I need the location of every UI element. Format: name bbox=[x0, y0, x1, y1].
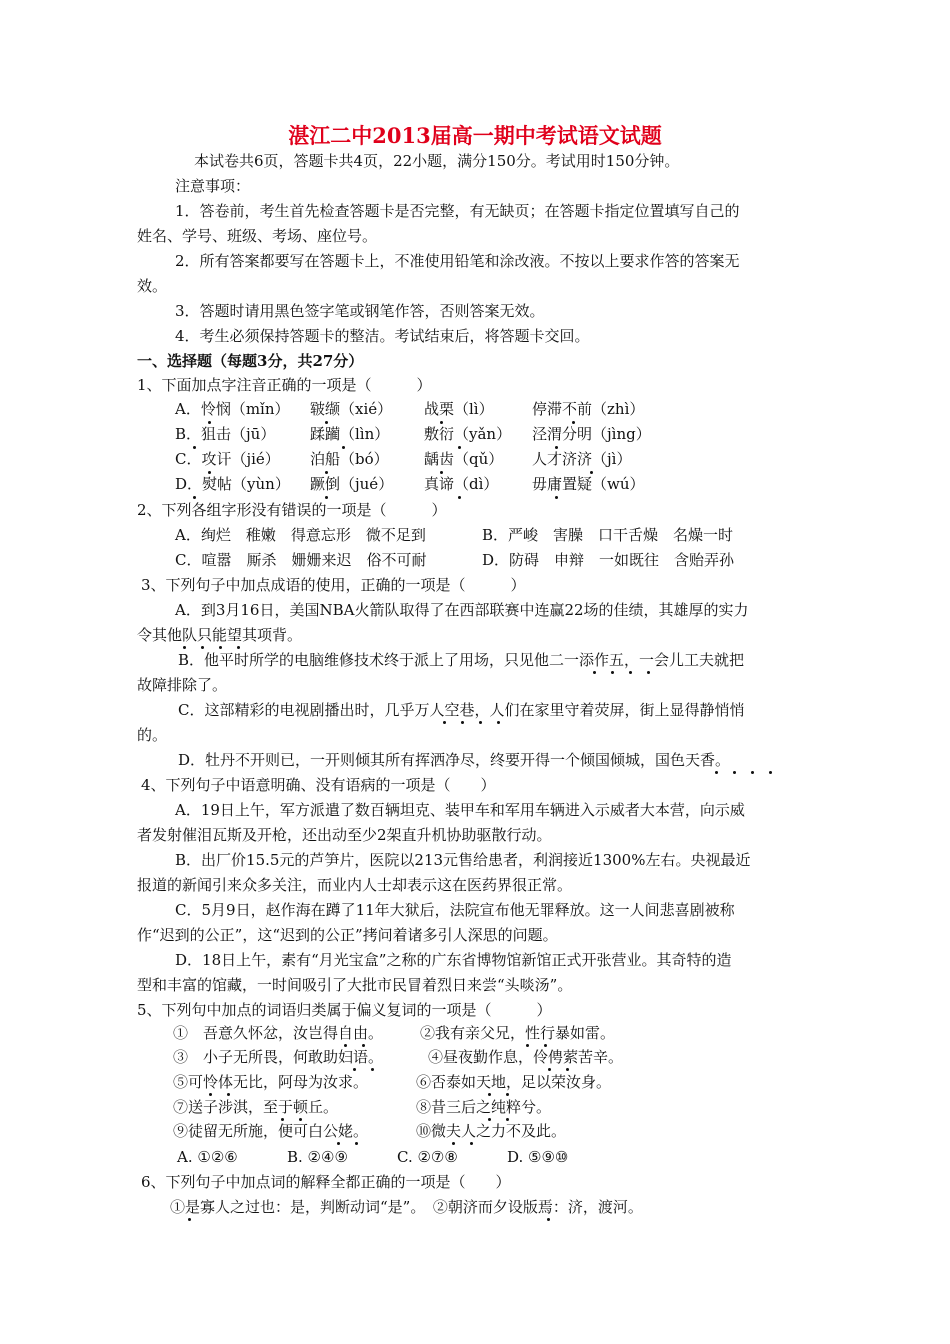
question-2-row-2 bbox=[175, 549, 734, 571]
question-2-stem: 2、下列各组字形没有错误的一项是（ ） bbox=[137, 501, 447, 519]
question-2-row-1 bbox=[175, 524, 733, 546]
emphasis-dot bbox=[237, 646, 240, 649]
emphasis-dot bbox=[193, 446, 196, 449]
option-text: 停滞不前（zhì） bbox=[532, 400, 645, 418]
emphasis-dot bbox=[452, 1142, 455, 1145]
question-4-option-d-line-2: 型和丰富的馆藏，一时间吸引了大批市民冒着烈日来尝“头啖汤”。 bbox=[137, 976, 573, 994]
option-text: 蹂躏（lìn） bbox=[310, 425, 390, 443]
question-1-row-b bbox=[175, 423, 651, 445]
page-title: 湛江二中2013届高一期中考试语文试题 bbox=[288, 123, 662, 148]
question-4-option-c-line-2: 作“迟到的公正”，这“迟到的公正”拷问着诸多引人深思的问题。 bbox=[137, 926, 558, 944]
emphasis-dot bbox=[751, 771, 754, 774]
question-1-row-d bbox=[175, 473, 645, 495]
option-text: ③ 小子无所畏，何敢助妇语。 bbox=[173, 1048, 384, 1066]
choice-b: B. ②④⑨ bbox=[287, 1148, 348, 1166]
emphasis-dot bbox=[544, 1044, 547, 1047]
question-4-option-d-line-1: D．18日上午，素有“月光宝盒”之称的广东省博物馆新馆正式开张营业。其奇特的造 bbox=[175, 951, 732, 969]
option-text: 人才济济（jì） bbox=[532, 450, 632, 468]
option-text: ④昼夜勤作息，伶俜萦苦辛。 bbox=[428, 1048, 624, 1066]
emphasis-dot bbox=[440, 471, 443, 474]
intro-text: 本试卷共6页，答题卡共4页，22小题，满分150分。考试用时150分钟。 bbox=[194, 152, 680, 170]
emphasis-dot bbox=[572, 421, 575, 424]
option-text: ②我有亲父兄，性行暴如雷。 bbox=[420, 1024, 616, 1042]
emphasis-dot bbox=[506, 1118, 509, 1121]
notice-2-line-1: 2．所有答案都要写在答题卡上，不准使用铅笔和涂改液。不按以上要求作答的答案无 bbox=[175, 252, 740, 270]
emphasis-dot bbox=[555, 446, 558, 449]
option-text: 蹶倒（jué） bbox=[310, 475, 394, 493]
emphasis-dot bbox=[362, 1044, 365, 1047]
notice-3: 3．答题时请用黑色签字笔或钢笔作答，否则答案无效。 bbox=[175, 302, 545, 320]
choice-d: D. ⑤⑨⑩ bbox=[507, 1148, 569, 1166]
emphasis-dot bbox=[188, 1218, 191, 1221]
option-text: B．严峻 害臊 口干舌燥 名燥一时 bbox=[482, 526, 734, 544]
emphasis-dot bbox=[547, 1218, 550, 1221]
notice-1-line-2: 姓名、学号、班级、考场、座位号。 bbox=[137, 227, 378, 245]
question-3-option-c-line-2: 的。 bbox=[137, 726, 168, 744]
emphasis-dot bbox=[470, 1142, 473, 1145]
question-5-stem: 5、下列句中加点的词语归类属于偏义复词的一项是（ ） bbox=[137, 1001, 552, 1019]
emphasis-dot bbox=[548, 1068, 551, 1071]
question-4-option-b-line-1: B．出厂价15.5元的芦笋片，医院以213元售给患者，利润接近1300%左右。央视最近 bbox=[175, 851, 751, 869]
emphasis-dot bbox=[208, 471, 211, 474]
emphasis-dot bbox=[209, 1093, 212, 1096]
option-text: ① 吾意久怀忿，汝岂得自由。 bbox=[173, 1024, 384, 1042]
option-text: B．狙击（jū） bbox=[175, 425, 276, 443]
emphasis-dot bbox=[201, 646, 204, 649]
question-6-stem: 6、下列句子中加点词的解释全都正确的一项是（ ） bbox=[141, 1173, 511, 1191]
emphasis-dot bbox=[325, 496, 328, 499]
emphasis-dot bbox=[440, 421, 443, 424]
emphasis-dot bbox=[526, 1044, 529, 1047]
question-5-row-5 bbox=[173, 1120, 566, 1142]
emphasis-dot bbox=[479, 721, 482, 724]
option-text: 敷衍（yǎn） bbox=[424, 425, 512, 443]
emphasis-dot bbox=[769, 771, 772, 774]
question-3-option-c-line-1: C．这部精彩的电视剧播出时，几乎万人空巷，人们在家里守着荧屏，街上显得静悄悄 bbox=[178, 701, 745, 719]
question-4-option-b-line-2: 报道的新闻引来众多关注，而业内人士却表示这在医药界很正常。 bbox=[137, 876, 573, 894]
emphasis-dot bbox=[647, 671, 650, 674]
question-4-option-c-line-1: C．5月9日，赵作海在蹲了11年大狱后，法院宣布他无罪释放。这一人间悲喜剧被称 bbox=[175, 901, 735, 919]
notice-4: 4．考生必须保持答题卡的整洁。考试结束后，将答题卡交回。 bbox=[175, 327, 590, 345]
emphasis-dot bbox=[193, 496, 196, 499]
emphasis-dot bbox=[299, 1118, 302, 1121]
emphasis-dot bbox=[461, 721, 464, 724]
question-5-row-4 bbox=[173, 1096, 551, 1118]
option-text: 毋庸置疑（wú） bbox=[532, 475, 645, 493]
question-3-option-a-line-1: A．到3月16日，美国NBA火箭队取得了在西部联赛中连赢22场的佳绩，其雄厚的实力 bbox=[175, 601, 749, 619]
option-text: 泊船（bó） bbox=[310, 450, 389, 468]
option-text: A．怜悯（mǐn） bbox=[175, 400, 290, 418]
question-3-option-b-line-1: B．他平时所学的电脑维修技术终于派上了用场，只见他二一添作五，一会儿工夫就把 bbox=[178, 651, 745, 669]
question-3-option-b-line-2: 故障排除了。 bbox=[137, 676, 228, 694]
option-text: 真谛（dì） bbox=[424, 475, 499, 493]
option-text: 战栗（lì） bbox=[424, 400, 494, 418]
choice-c: C. ②⑦⑧ bbox=[397, 1148, 458, 1166]
option-text: ⑤可怜体无比，阿母为汝求。 bbox=[173, 1073, 369, 1091]
emphasis-dot bbox=[337, 1142, 340, 1145]
emphasis-dot bbox=[443, 721, 446, 724]
emphasis-dot bbox=[355, 1142, 358, 1145]
emphasis-dot bbox=[227, 1093, 230, 1096]
question-5-row-3 bbox=[173, 1071, 611, 1093]
option-text: D．熨帖（yùn） bbox=[175, 475, 290, 493]
emphasis-dot bbox=[566, 1068, 569, 1071]
emphasis-dot bbox=[342, 446, 345, 449]
notice-heading: 注意事项： bbox=[175, 177, 251, 195]
option-text: ⑩微夫人之力不及此。 bbox=[416, 1122, 567, 1140]
question-5-row-2 bbox=[173, 1046, 623, 1068]
emphasis-dot bbox=[590, 471, 593, 474]
emphasis-dot bbox=[506, 1093, 509, 1096]
question-5-choices bbox=[177, 1146, 568, 1168]
option-text: C．攻讦（jié） bbox=[175, 450, 280, 468]
option-text: 皲缬（xié） bbox=[310, 400, 393, 418]
option-text: ⑧昔三后之纯粹兮。 bbox=[416, 1098, 552, 1116]
emphasis-dot bbox=[611, 671, 614, 674]
option-text: A．绚烂 稚嫩 得意忘形 微不足到 bbox=[175, 526, 426, 544]
option-text: 泾渭分明（jìng） bbox=[532, 425, 651, 443]
emphasis-dot bbox=[593, 671, 596, 674]
notice-2-line-2: 效。 bbox=[137, 277, 168, 295]
emphasis-dot bbox=[219, 646, 222, 649]
emphasis-dot bbox=[488, 1118, 491, 1121]
emphasis-dot bbox=[629, 671, 632, 674]
question-4-stem: 4、下列句子中语意明确、没有语病的一项是（ ） bbox=[141, 776, 496, 794]
option-text: D．防碍 申辩 一如既往 含贻弄孙 bbox=[482, 551, 735, 569]
emphasis-dot bbox=[497, 721, 500, 724]
question-4-option-a-line-2: 者发射催泪瓦斯及开枪，还出动至少2架直升机协助驱散行动。 bbox=[137, 826, 552, 844]
question-1-stem: 1、下面加点字注音正确的一项是（ ） bbox=[137, 376, 432, 394]
emphasis-dot bbox=[371, 1068, 374, 1071]
emphasis-dot bbox=[183, 646, 186, 649]
emphasis-dot bbox=[458, 496, 461, 499]
emphasis-dot bbox=[733, 771, 736, 774]
option-text: ⑨徒留无所施，便可白公姥。 bbox=[173, 1122, 369, 1140]
emphasis-dot bbox=[555, 496, 558, 499]
option-text: ⑥否泰如天地，足以荣汝身。 bbox=[416, 1073, 612, 1091]
option-text: 龋齿（qǔ） bbox=[424, 450, 504, 468]
question-1-row-c bbox=[175, 448, 631, 470]
question-3-option-a-line-2: 令其他队只能望其项背。 bbox=[137, 626, 303, 644]
question-6-line-1: ①是寡人之过也：是，判断动词“是”。 ②朝济而夕设版焉：济，渡河。 bbox=[170, 1198, 643, 1216]
emphasis-dot bbox=[325, 421, 328, 424]
question-5-row-1 bbox=[173, 1022, 615, 1044]
emphasis-dot bbox=[344, 1044, 347, 1047]
notice-1-line-1: 1．答卷前，考生首先检查答题卡是否完整，有无缺页；在答题卡指定位置填写自己的 bbox=[175, 202, 740, 220]
emphasis-dot bbox=[715, 771, 718, 774]
emphasis-dot bbox=[208, 421, 211, 424]
question-4-option-a-line-1: A．19日上午，军方派遣了数百辆坦克、装甲车和军用车辆进入示威者大本营，向示威 bbox=[175, 801, 745, 819]
emphasis-dot bbox=[488, 1093, 491, 1096]
emphasis-dot bbox=[325, 471, 328, 474]
question-1-row-a bbox=[175, 398, 644, 420]
question-3-stem: 3、下列句子中加点成语的使用，正确的一项是（ ） bbox=[141, 576, 526, 594]
option-text: C．喧嚣 厮杀 姗姗来迟 俗不可耐 bbox=[175, 551, 427, 569]
choice-a: A. ①②⑥ bbox=[177, 1148, 238, 1166]
option-text: ⑦送子涉淇，至于顿丘。 bbox=[173, 1098, 339, 1116]
question-3-option-d: D．牡丹不开则已，一开则倾其所有挥洒净尽，终要开得一个倾国倾城，国色天香。 bbox=[178, 751, 731, 769]
section-heading-choice: 一、选择题（每题3分，共27分） bbox=[137, 352, 364, 370]
emphasis-dot bbox=[353, 1068, 356, 1071]
emphasis-dot bbox=[458, 446, 461, 449]
emphasis-dot bbox=[281, 1118, 284, 1121]
